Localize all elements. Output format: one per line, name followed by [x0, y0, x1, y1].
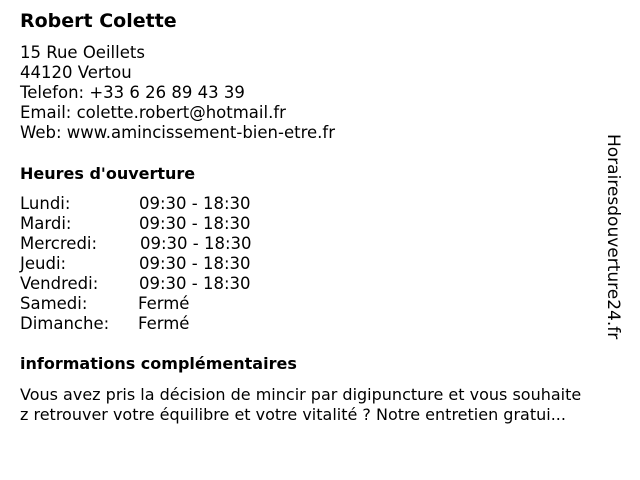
- website: Web: www.amincissement-bien-etre.fr: [20, 123, 335, 142]
- business-name: Robert Colette: [20, 10, 177, 32]
- contact-block: [20, 43, 335, 143]
- hours-row-friday: [20, 274, 320, 294]
- hours-row-tuesday: [20, 214, 320, 234]
- time-value: 09:30 - 18:30: [139, 214, 251, 233]
- site-watermark: Horairesdouverture24.fr: [603, 134, 623, 340]
- day-label: Dimanche:: [20, 314, 110, 333]
- day-label: Samedi:: [20, 294, 88, 313]
- description-line: Vous avez pris la décision de mincir par digipuncture et vous souhaite: [20, 385, 582, 404]
- time-value: 09:30 - 18:30: [139, 194, 251, 213]
- opening-hours-table: [20, 194, 320, 334]
- description-line: z retrouver votre équilibre et votre vitalité ? Notre entretien gratui...: [20, 405, 566, 424]
- hours-row-wednesday: [20, 234, 320, 254]
- day-label: Mardi:: [20, 214, 72, 233]
- hours-row-sunday: [20, 314, 320, 334]
- day-label: Jeudi:: [20, 254, 67, 273]
- phone-number: Telefon: +33 6 26 89 43 39: [20, 83, 245, 102]
- opening-hours-title: Heures d'ouverture: [20, 164, 196, 183]
- city-postal: 44120 Vertou: [20, 63, 132, 82]
- time-value: 09:30 - 18:30: [139, 254, 251, 273]
- day-label: Vendredi:: [20, 274, 99, 293]
- time-value: 09:30 - 18:30: [139, 274, 251, 293]
- time-value: Fermé: [138, 294, 190, 313]
- day-label: Lundi:: [20, 194, 71, 213]
- business-description: [20, 385, 632, 425]
- day-label: Mercredi:: [20, 234, 98, 253]
- hours-row-monday: [20, 194, 320, 214]
- street-address: 15 Rue Oeillets: [20, 43, 145, 62]
- hours-row-thursday: [20, 254, 320, 274]
- additional-info-title: informations complémentaires: [20, 354, 297, 373]
- time-value: 09:30 - 18:30: [140, 234, 252, 253]
- time-value: Fermé: [138, 314, 190, 333]
- email-address: Email: colette.robert@hotmail.fr: [20, 103, 286, 122]
- hours-row-saturday: [20, 294, 320, 314]
